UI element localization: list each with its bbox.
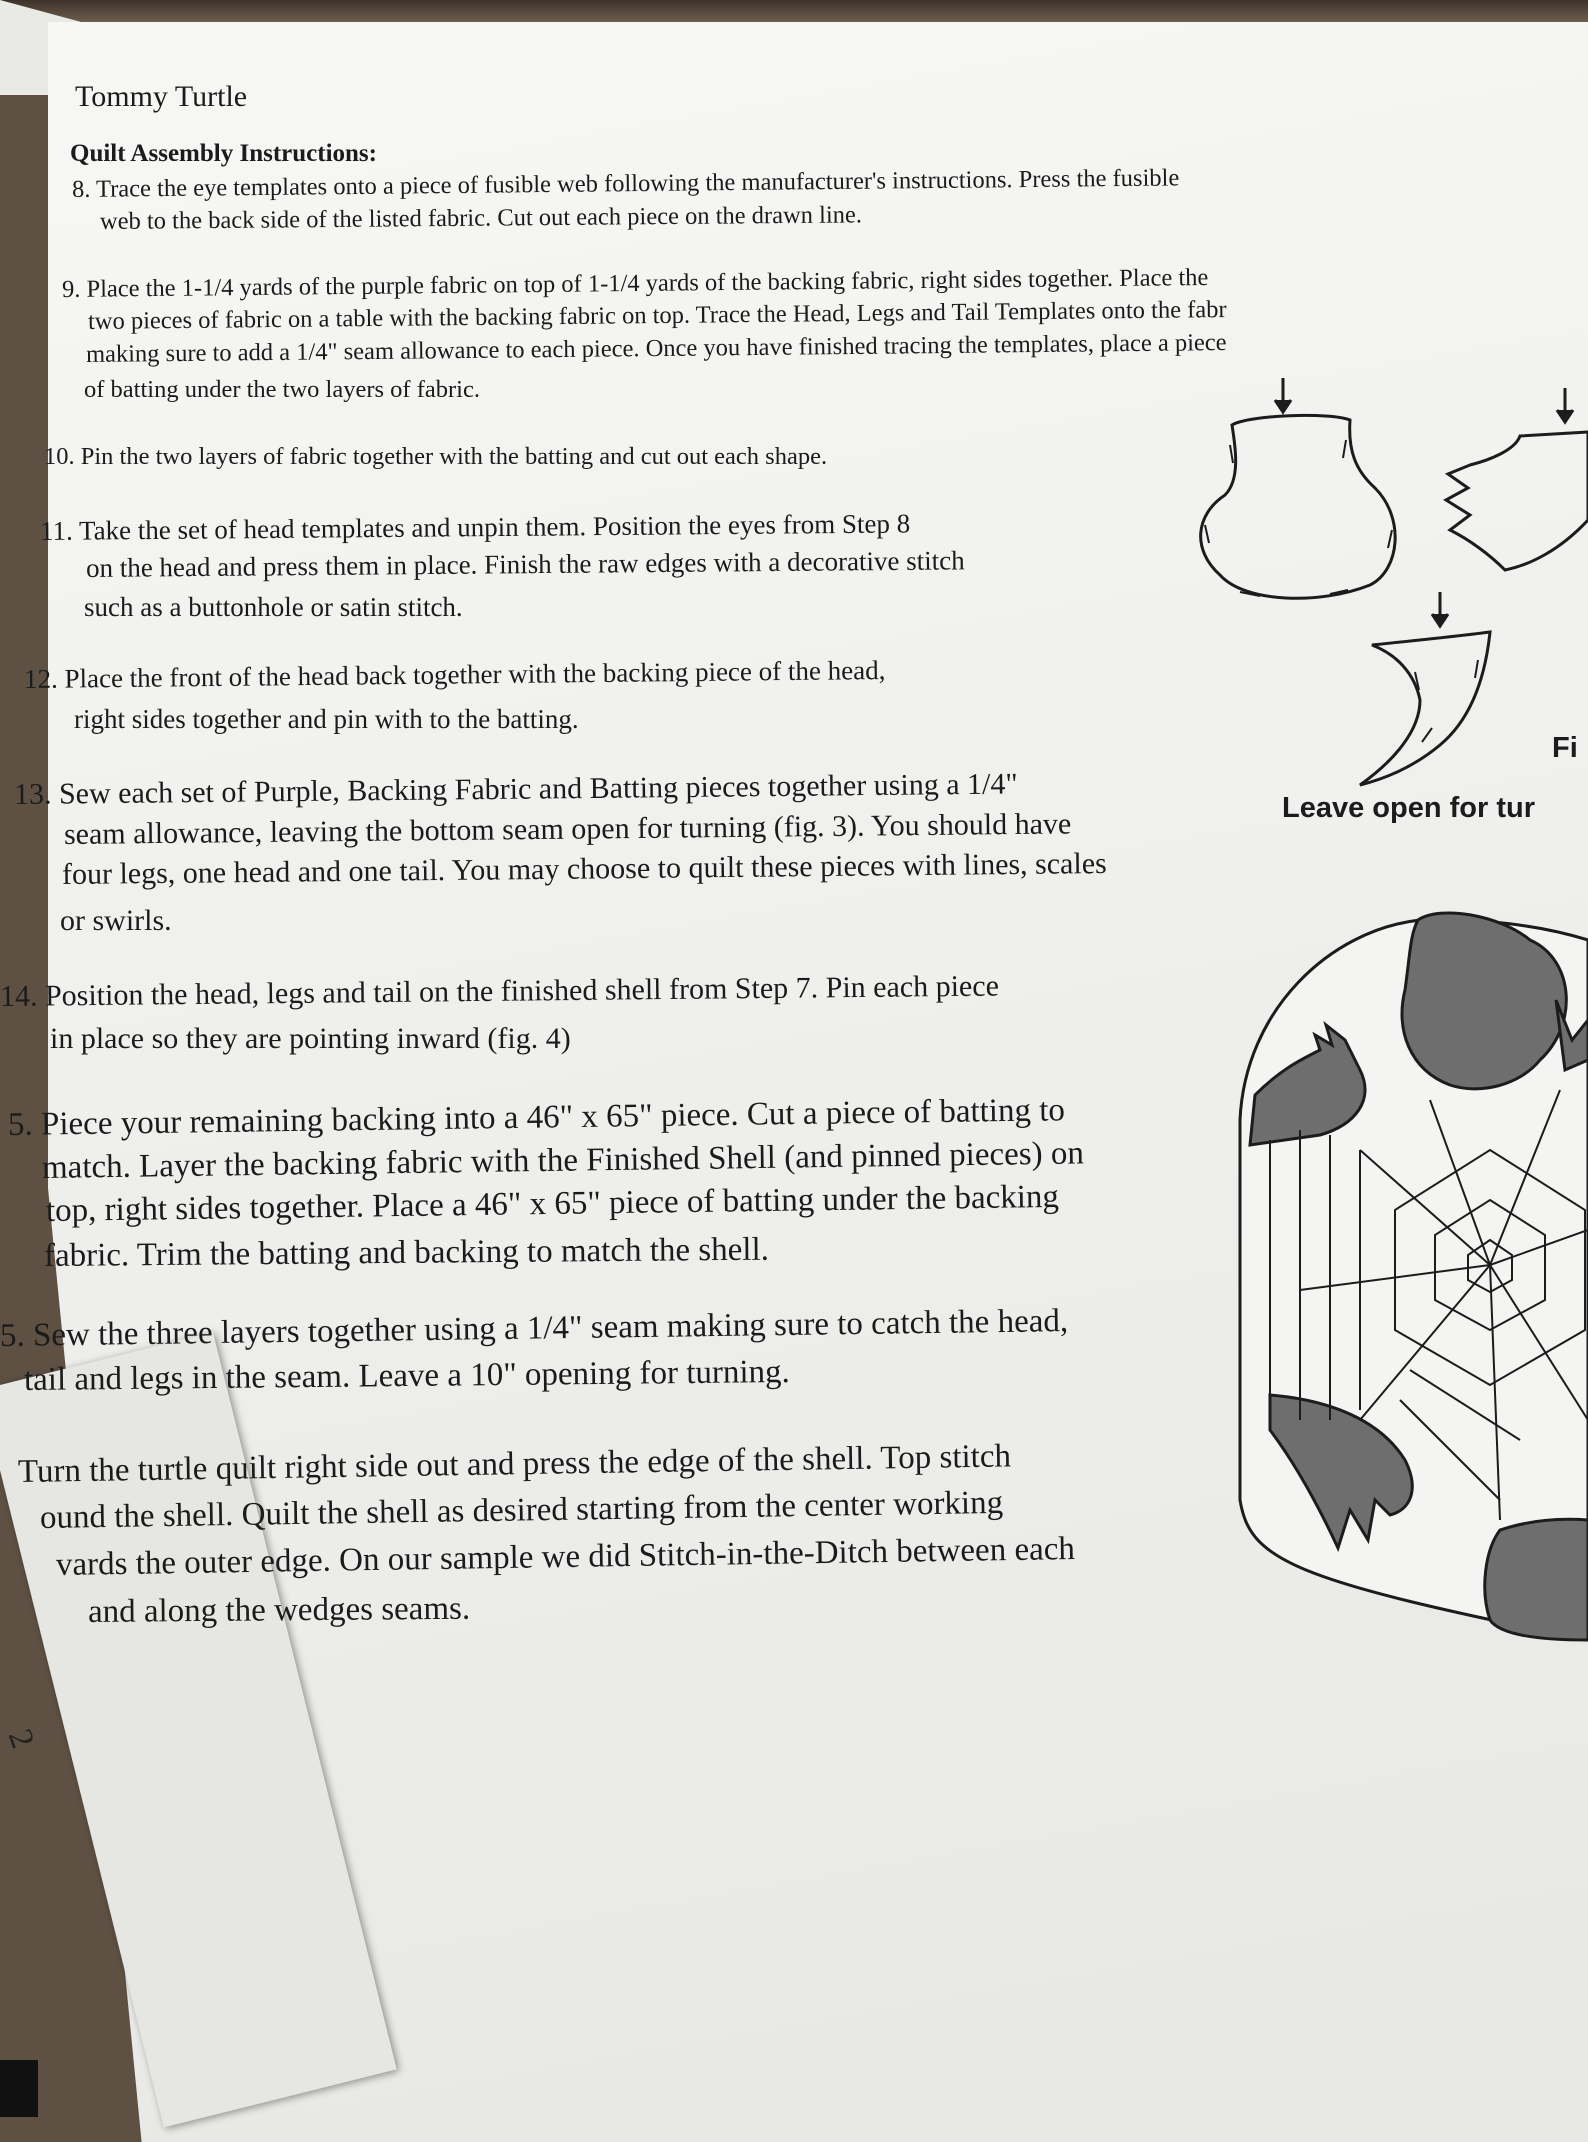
step-8-line-2: web to the back side of the listed fabric. Cut out each piece on the drawn line. <box>99 201 863 235</box>
step-16-line-1: 5. Sew the three layers together using a 1/4" seam making sure to catch the head, <box>0 1303 1069 1354</box>
step-17-line-1: Turn the turtle quilt right side out and press the edge of the shell. Top stitch <box>17 1438 1012 1490</box>
document-title: Tommy Turtle <box>75 80 248 113</box>
step-15-line-1: 5. Piece your remaining backing into a 46" x 65" piece. Cut a piece of batting to <box>7 1092 1066 1143</box>
step-15-line-4: fabric. Trim the batting and backing to match the shell. <box>43 1231 770 1274</box>
step-8-line-1: 8. Trace the eye templates onto a piece of fusible web following the manufacturer's instructions. Press the fusible <box>71 164 1180 203</box>
step-10-line: 10. Pin the two layers of fabric together with the batting and cut out each shape. <box>44 443 828 470</box>
fig3-number-label: Fi <box>1552 732 1578 764</box>
step-14-line-1: 14. Position the head, legs and tail on the finished shell from Step 7. Pin each piece <box>0 969 1000 1013</box>
step-9-line-2: two pieces of fabric on a table with the backing fabric on top. Trace the Head, Legs and Tail Templates onto the fabr <box>87 296 1227 335</box>
step-11-line-1: 11. Take the set of head templates and unpin them. Position the eyes from Step 8 <box>39 508 911 546</box>
dark-corner <box>0 2060 38 2117</box>
step-13-line-3: four legs, one head and one tail. You may choose to quilt these pieces with lines, scales <box>61 847 1107 891</box>
step-9-line-4: of batting under the two layers of fabric. <box>84 376 480 403</box>
step-11-line-3: such as a buttonhole or satin stitch. <box>84 592 463 622</box>
step-17-line-4: and along the wedges seams. <box>87 1590 471 1630</box>
section-heading: Quilt Assembly Instructions: <box>70 140 377 167</box>
step-12-line-1: 12. Place the front of the head back together with the backing piece of the head, <box>23 654 886 694</box>
step-16-line-2: tail and legs in the seam. Leave a 10" opening for turning. <box>23 1353 790 1398</box>
step-17-line-2: ound the shell. Quilt the shell as desired starting from the center working <box>39 1484 1004 1536</box>
step-15-line-2: match. Layer the backing fabric with the Finished Shell (and pinned pieces) on <box>41 1135 1085 1186</box>
step-14-line-2: in place so they are pointing inward (fig. 4) <box>50 1022 571 1055</box>
step-13-line-2: seam allowance, leaving the bottom seam open for turning (fig. 3). You should have <box>63 807 1072 851</box>
step-11-line-2: on the head and press them in place. Finish the raw edges with a decorative stitch <box>85 545 965 583</box>
step-17-line-3: vards the outer edge. On our sample we did Stitch-in-the-Ditch between each <box>55 1530 1076 1583</box>
step-13-line-4: or swirls. <box>60 904 172 937</box>
underpage-mark: 2 <box>0 1724 42 1754</box>
step-15-line-3: top, right sides together. Place a 46" x 65" piece of batting under the backing <box>45 1178 1060 1229</box>
step-12-line-2: right sides together and pin with to the batting. <box>74 704 579 734</box>
step-13-line-1: 13. Sew each set of Purple, Backing Fabric and Batting pieces together using a 1/4" <box>13 767 1018 811</box>
step-9-line-1: 9. Place the 1-1/4 yards of the purple fabric on top of 1-1/4 yards of the backing fabric, right sides together. Place the <box>61 263 1209 303</box>
fig3-leave-open-label: Leave open for tur <box>1282 792 1535 824</box>
step-9-line-3: making sure to add a 1/4" seam allowance to each piece. Once you have finished tracing the templates, place a piece <box>85 329 1227 368</box>
